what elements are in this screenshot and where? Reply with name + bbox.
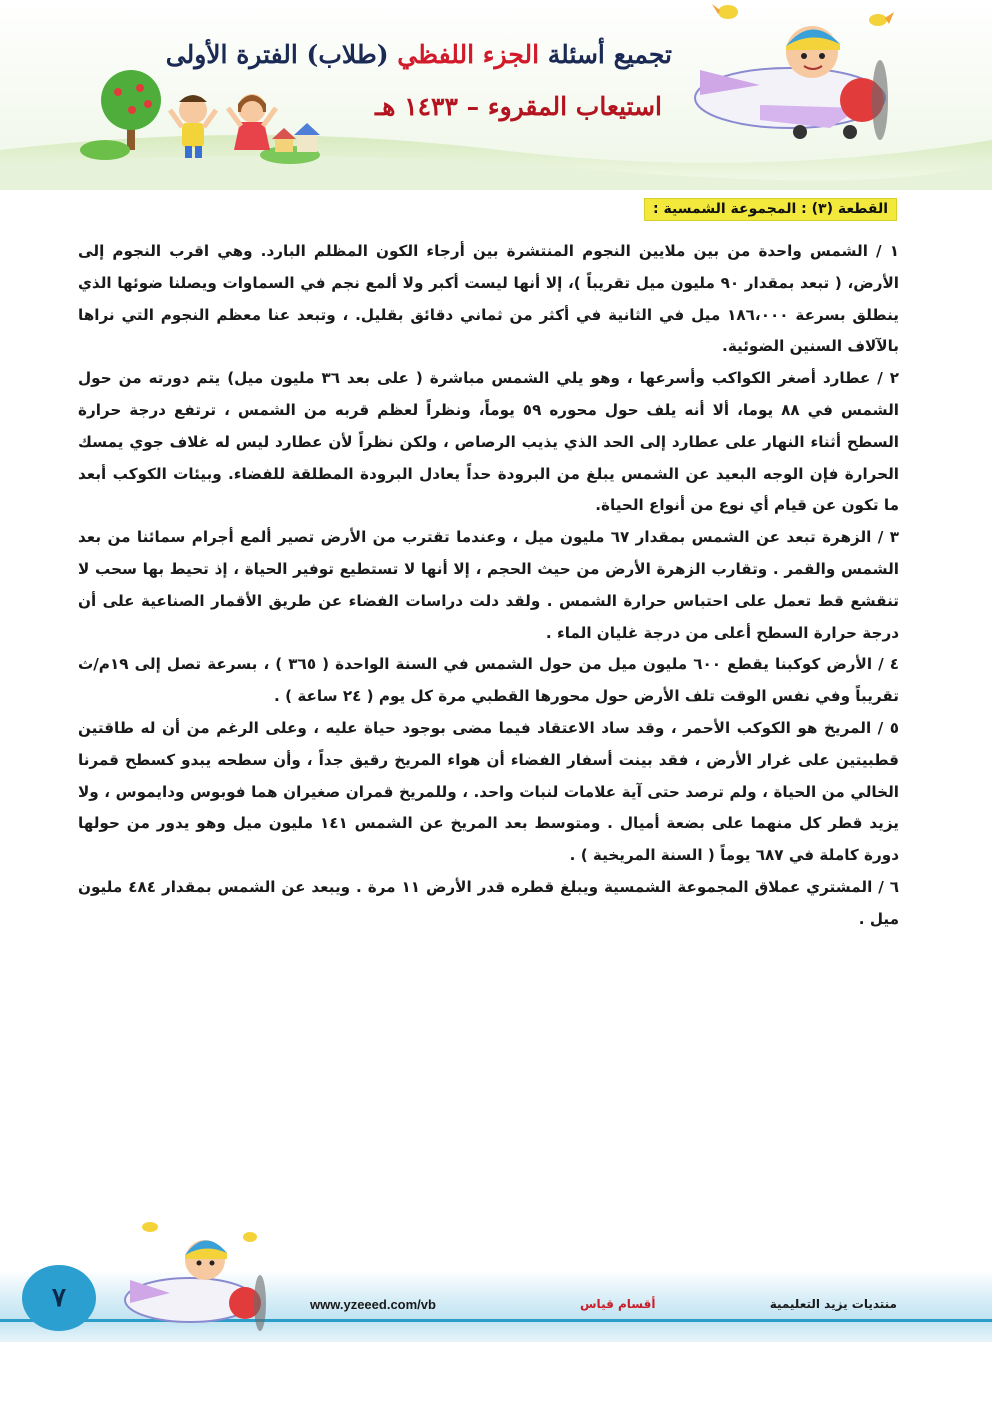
paragraph: ٤ / الأرض كوكبنا يقطع ٦٠٠ مليون ميل من حول الشمس في السنة الواحدة ( ٣٦٥ ) ، بسرعة تصل إلى ١٩م/ث تقريباً وفي نفس الوقت تلف الأرض حول محورها القطبي مرة كل يوم ( ٢٤ ساعة ) .	[78, 655, 899, 706]
page-number-badge: ٧	[22, 1265, 96, 1331]
paragraph: ٣ / الزهرة تبعد عن الشمس بمقدار ٦٧ مليون ميل ، وعندما تقترب من الأرض تصير ألمع أجرام سمائنا من بعد الشمس والقمر . وتقارب الزهرة الأرض من حيث الحجم ، إلا أنها لا تستطيع توفير الحياة ، إذ تحيط بها سحب لا تنقشع قط تعمل على احتباس حرارة الشمس . ولقد دلت دراسات الفضاء عن طريق الأقمار الصناعية على أن درجة حرارة السطح أعلى من درجة غليان الماء .	[78, 528, 899, 642]
footer-airplane-icon	[110, 1215, 290, 1345]
footer-forum-name: منتديات يزيد التعليمية	[769, 1297, 897, 1311]
title-highlight: الجزء اللفظي	[397, 40, 540, 69]
paragraph: ٢ / عطارد أصغر الكواكب وأسرعها ، وهو يلي الشمس مباشرة ( على بعد ٣٦ مليون ميل) يتم دورته من حول الشمس في ٨٨ يوما، ألا أنه يلف حول محوره ٥٩ يوماً، ونظراً لعظم قربه من الشمس ، ترتفع درجة حرارة السطح أثناء النهار على عطارد إلى الحد الذي يذيب الرصاص ، ولكن نظراً لأن عطارد ليس له غلاف جوي يمسك الحرارة فإن الوجه البعيد عن الشمس يبلغ من البرودة حداً يعادل البرودة المطلقة للفضاء. وبيئات الكوكب أبعد ما تكون عن قيام أي نوع من أنواع الحياة.	[78, 369, 899, 515]
footer-url-link[interactable]: www.yzeeed.com/vb	[310, 1297, 436, 1312]
page-title: تجميع أسئلة الجزء اللفظي (طلاب) الفترة الأولى	[165, 40, 672, 69]
paragraph: ٦ / المشتري عملاق المجموعة الشمسية ويبلغ قطره قدر الأرض ١١ مرة . ويبعد عن الشمس بمقدار ٤٨٤ مليون ميل .	[78, 877, 899, 928]
footer-department: أقسام قياس	[580, 1297, 656, 1311]
section-title: القطعة (٣) : المجموعة الشمسية :	[644, 198, 897, 221]
paragraph: ٥ / المريخ هو الكوكب الأحمر ، وقد ساد الاعتقاد فيما مضى بوجود حياة عليه ، وعلى الرغم من أن له طاقتين قطبيتين على غرار الأرض ، فقد بينت أسفار الفضاء أن هواء المريخ رقيق جداً ، وأن سطحه يبدو كسطح قمرنا الخالي من الحياة ، ولم ترصد حتى آية علامات لنبات واحد. ، وللمريخ قمران صغيران هما فوبوس ودايموس ، ولا يزيد قطر كل منهما على بضعة أميال . ومتوسط بعد المريخ عن الشمس ١٤١ مليون ميل وهو يدور من حولها دورة كاملة في ٦٨٧ يوماً ( السنة المريخية ) .	[78, 718, 899, 865]
page-subtitle: استيعاب المقروء – ١٤٣٣ هـ	[374, 92, 662, 121]
paragraph: ١ / الشمس واحدة من بين ملايين النجوم المنتشرة بين أرجاء الكون المظلم البارد. وهي اقرب النجوم إلى الأرض، ( تبعد بمقدار ٩٠ مليون ميل تقريباً )، إلا أنها ليست أكبر ولا ألمع نجم في السماوات ويصلنا ضوئها الذي ينطلق بسرعة ١٨٦،٠٠٠ ميل في الثانية في أكثر من ثماني دقائق بقليل. ، وتبعد عنا معظم النجوم التي نراها بالآلاف السنين الضوئية.	[78, 242, 899, 356]
passage-body	[78, 236, 899, 936]
